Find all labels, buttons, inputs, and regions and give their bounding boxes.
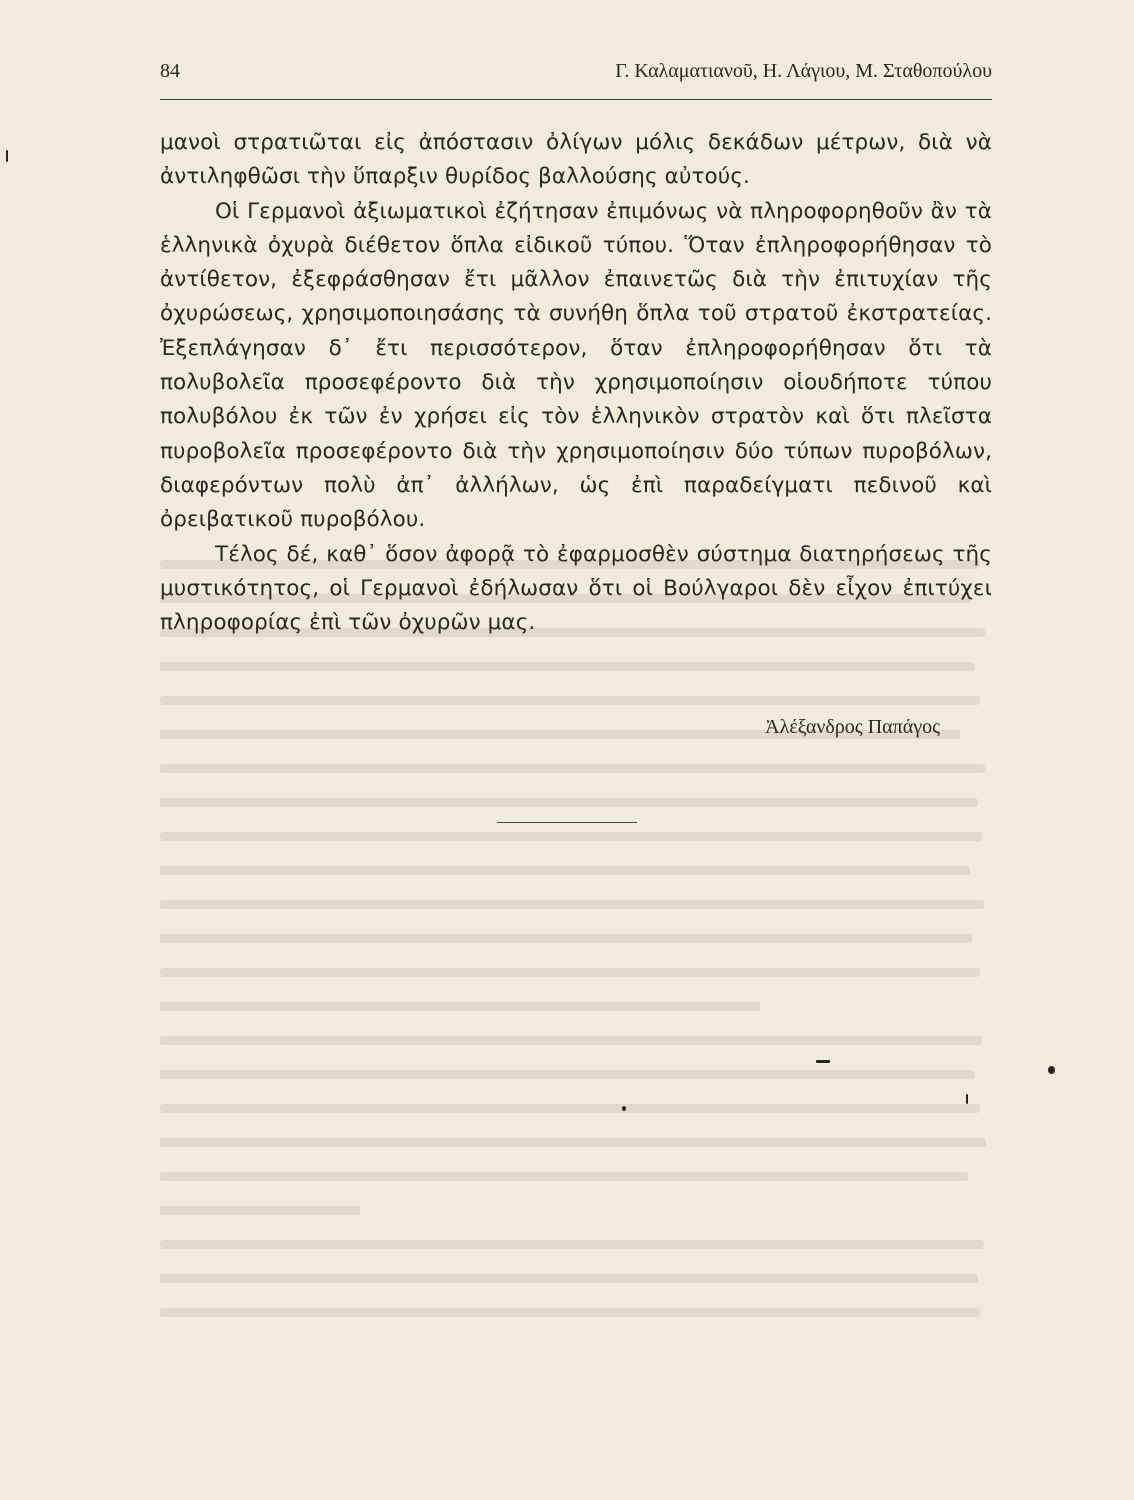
ink-speck: [6, 150, 8, 162]
end-rule: [497, 822, 637, 823]
body-text: [160, 126, 992, 640]
author-signature: Ἀλέξανδρος Παπάγος: [765, 716, 940, 738]
ink-speck: [966, 1094, 968, 1104]
paragraph-3: Τέλος δέ, καθ᾽ ὅσον ἀφορᾷ τὸ ἐφαρμοσθὲν σύστημα διατηρήσεως τῆς μυστικότητος, οἱ Γερμανοὶ ἐδήλωσαν ὅτι οἱ Βούλγαροι δὲν εἶχον ἐπιτύχει πληροφορίας ἐπὶ τῶν ὀχυρῶν μας.: [160, 541, 992, 636]
paragraph-2: Οἱ Γερμανοὶ ἀξιωματικοὶ ἐζήτησαν ἐπιμόνως νὰ πληροφορηθοῦν ἂν τὰ ἑλληνικὰ ὀχυρὰ διέθετον ὅπλα εἰδικοῦ τύπου. Ὅταν ἐπληροφορήθησαν τὸ ἀντίθετον, ἐξεφράσθησαν ἔτι μᾶλλον ἐπαινετῶς διὰ τὴν ἐπιτυχίαν τῆς ὀχυρώσεως, χρησιμοποιησάσης τὰ συνήθη ὅπλα τοῦ στρατοῦ ἐκστρατείας. Ἐξεπλάγησαν δ᾽ ἔτι περισσότερον, ὅταν ἐπληροφορήθησαν ὅτι τὰ πολυβολεῖα προσεφέροντο διὰ τὴν χρησιμοποίησιν οἱουδήποτε τύπου πολυβόλου ἐκ τῶν ἐν χρήσει εἰς τὸν ἑλληνικὸν στρατὸν καὶ ὅτι πλεῖστα πυροβολεῖα προσεφέροντο διὰ τὴν χρησιμοποίησιν δύο τύπων πυροβόλων, διαφερόντων πολὺ ἀπ᾽ ἀλλήλων, ὡς ἐπὶ παραδείγματι πεδινοῦ καὶ ὀρειβατικοῦ πυροβόλου.: [160, 198, 992, 533]
ink-speck: [1048, 1066, 1055, 1074]
ink-speck: [816, 1060, 830, 1063]
running-title: Γ. Καλαματιανοῦ, Η. Λάγιου, Μ. Σταθοπούλου: [615, 60, 992, 82]
paragraph-1: μανοὶ στρατιῶται εἰς ἀπόστασιν ὀλίγων μόλις δεκάδων μέτρων, διὰ νὰ ἀντιληφθῶσι τὴν ὕπαρξιν θυρίδος βαλλούσης αὐτούς.: [160, 130, 992, 190]
page-number: 84: [160, 60, 180, 82]
bleed-through-shadow: [160, 560, 992, 1460]
ink-speck: [622, 1106, 626, 1111]
header-rule: [160, 99, 992, 100]
running-head: [160, 60, 992, 100]
